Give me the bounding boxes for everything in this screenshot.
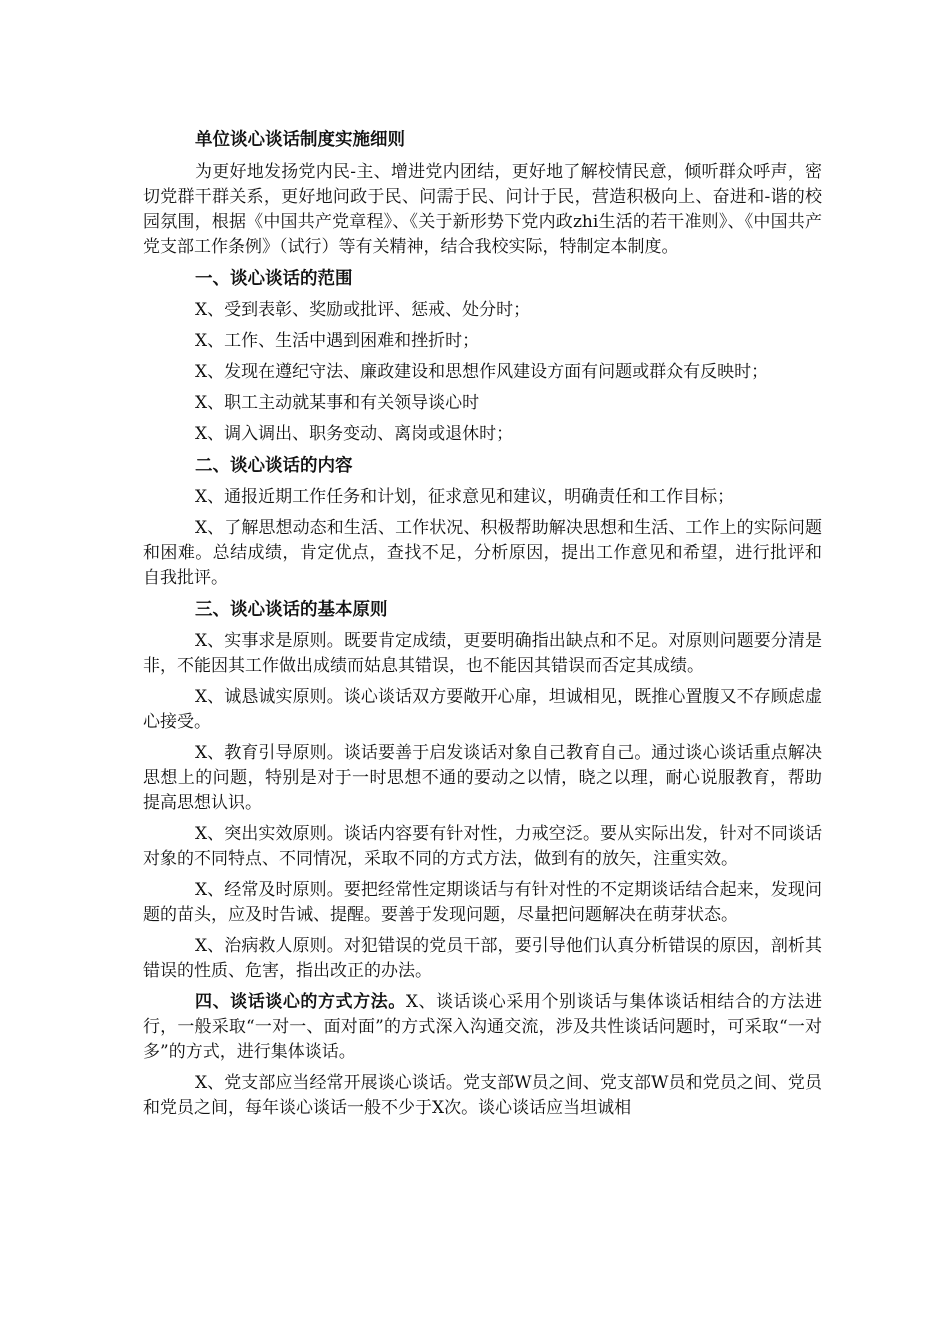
section-3-item: X、治病救人原则。对犯错误的党员干部，要引导他们认真分析错误的原因，剖析其错误的性质、危害，指出改正的办法。 [143,936,822,981]
section-2-item: X、了解思想动态和生活、工作状况、积极帮助解决思想和生活、工作上的实际问题和困难。总结成绩，肯定优点，查找不足，分析原因，提出工作意见和希望，进行批评和自我批评。 [143,518,822,588]
section-3-item: X、教育引导原则。谈话要善于启发谈话对象自己教育自己。通过谈心谈话重点解决思想上的问题，特别是对于一时思想不通的要动之以情，晓之以理，耐心说服教育，帮助提高思想认识。 [143,743,822,813]
section-2-heading: 二、谈心谈话的内容 [195,456,353,476]
document-title: 单位谈心谈话制度实施细则 [195,130,405,150]
section-3-item: X、诚恳诚实原则。谈心谈话双方要敞开心扉，坦诚相见，既推心置腹又不存顾虑虚心接受。 [143,687,822,732]
section-3-heading: 三、谈心谈话的基本原则 [195,600,388,620]
section-1-item: X、职工主动就某事和有关领导谈心时 [195,393,480,413]
section-3-item: X、经常及时原则。要把经常性定期谈话与有针对性的不定期谈话结合起来，发现问题的苗头，应及时告诫、提醒。要善于发现问题，尽量把问题解决在萌芽状态。 [143,880,822,925]
section-4-paragraph [143,990,822,1065]
section-3-item: X、实事求是原则。既要肯定成绩，更要明确指出缺点和不足。对原则问题要分清是非，不能因其工作做出成绩而姑息其错误，也不能因其错误而否定其成绩。 [143,631,822,676]
section-1-heading: 一、谈心谈话的范围 [195,269,353,289]
section-1-item: X、受到表彰、奖励或批评、惩戒、处分时； [195,300,531,320]
intro-paragraph: 为更好地发扬党内民-主、增进党内团结，更好地了解校情民意，倾听群众呼声，密切党群干群关系，更好地问政于民、问需于民、问计于民，营造积极向上、奋进和-谐的校园氛围，根据《中国共产党章程》、《关于新形势下党内政zhi生活的若干准则》、《中国共产党支部工作条例》（试行）等有关精神，结合我校实际，特制定本制度。 [143,162,822,257]
section-2-item: X、通报近期工作任务和计划，征求意见和建议，明确责任和工作目标； [195,487,735,507]
section-4-lead-text: X、谈话谈心采用个别谈话与集体谈话相结合的方法进行，一般采取“一对一、面对面”的方式深入沟通交流，涉及共性谈话问题时，可采取“一对多”的方式，进行集体谈话。 [143,992,823,1062]
section-4-heading: 四、谈话谈心的方式方法。 [195,992,406,1012]
section-1-item: X、发现在遵纪守法、廉政建设和思想作风建设方面有问题或群众有反映时； [195,362,769,382]
section-1-item: X、调入调出、职务变动、离岗或退休时； [195,424,514,444]
section-3-item: X、突出实效原则。谈话内容要有针对性，力戒空泛。要从实际出发，针对不同谈话对象的不同特点、不同情况，采取不同的方式方法，做到有的放矢，注重实效。 [143,824,822,869]
section-4-item: X、党支部应当经常开展谈心谈话。党支部W员之间、党支部W员和党员之间、党员和党员之间，每年谈心谈话一般不少于X次。谈心谈话应当坦诚相 [143,1073,822,1118]
section-1-item: X、工作、生活中遇到困难和挫折时； [195,331,480,351]
